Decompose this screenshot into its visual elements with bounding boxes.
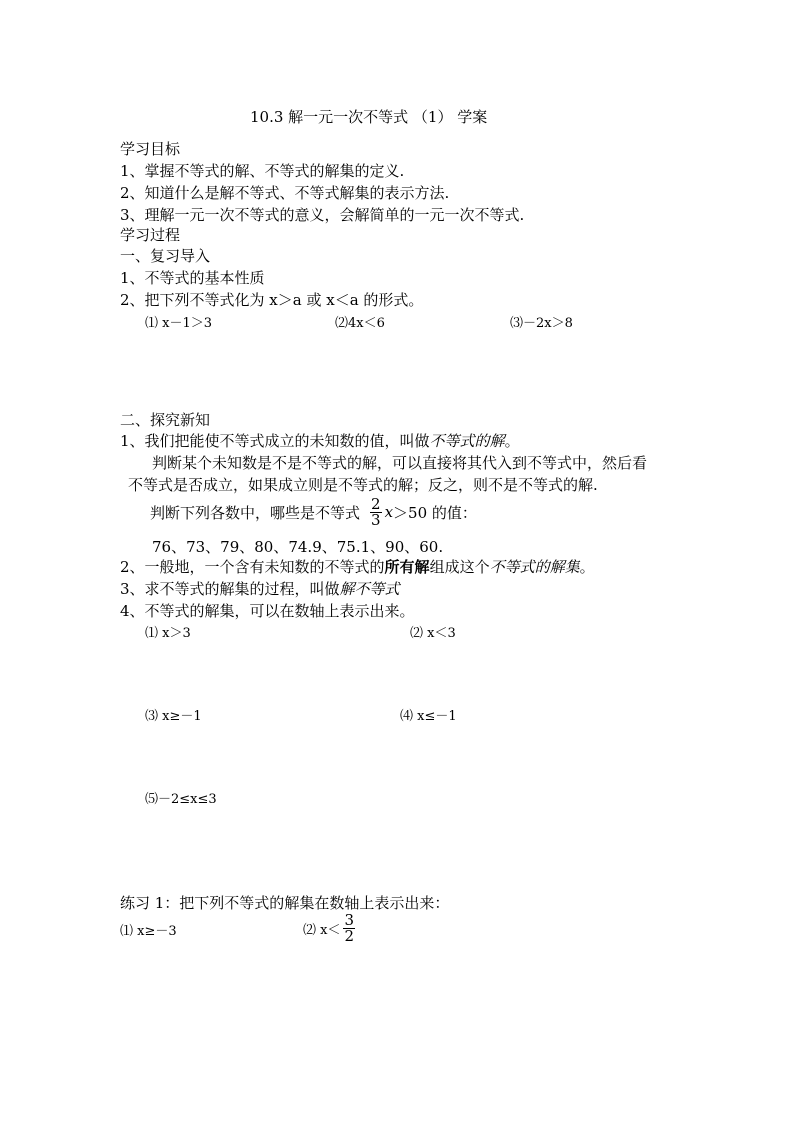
goals-heading: 学习目标 (120, 140, 181, 158)
review-exercise-3: ⑶－2x＞8 (510, 316, 573, 331)
judge-prefix: 判断下列各数中，哪些是不等式 (150, 503, 361, 522)
review-heading: 一、复习导入 (120, 247, 211, 265)
explore-item-1-suffix: 。 (504, 432, 520, 450)
goal-item-3: 3、理解一元一次不等式的意义，会解简单的一元一次不等式. (120, 206, 525, 224)
judge-fraction-denominator: 3 (371, 510, 381, 529)
practice-fraction (343, 910, 355, 945)
term-solution: 不等式的解 (429, 432, 505, 450)
judge-line (150, 492, 477, 532)
case-1: ⑴ x＞3 (145, 626, 191, 641)
candidate-numbers: 76、73、79、80、74.9、75.1、90、60. (152, 538, 444, 556)
review-exercise-1: ⑴ x－1＞3 (145, 316, 213, 331)
practice-heading: 练习 1：把下列不等式的解集在数轴上表示出来： (120, 894, 450, 912)
explore-item-2 (120, 556, 595, 577)
practice-fraction-denominator: 2 (344, 926, 355, 945)
explore-paragraph-line-2: 不等式是否成立，如果成立则是不等式的解；反之，则不是不等式的解. (128, 476, 598, 494)
practice-item-1: ⑴ x≥－3 (120, 924, 177, 939)
explore-item-2-mid: 组成这个 (429, 558, 490, 576)
practice-fraction-numerator: 3 (344, 910, 355, 929)
goal-item-2: 2、知道什么是解不等式、不等式解集的表示方法. (120, 184, 450, 202)
judge-fraction-numerator: 2 (371, 494, 381, 513)
explore-item-1-prefix: 1、我们把能使不等式成立的未知数的值，叫做 (120, 432, 430, 450)
explore-item-2-suffix: 。 (579, 558, 595, 576)
process-heading: 学习过程 (120, 226, 181, 244)
review-item-2: 2、把下列不等式化为 x＞a 或 x＜a 的形式。 (120, 291, 424, 309)
term-solution-set: 不等式的解集 (489, 558, 580, 576)
term-all-solutions: 所有解 (384, 558, 430, 576)
explore-heading: 二、探究新知 (120, 411, 211, 429)
judge-variable: x (384, 503, 394, 521)
case-2: ⑵ x＜3 (410, 626, 456, 641)
explore-item-3 (120, 578, 400, 599)
case-5: ⑸－2≤x≤3 (145, 792, 217, 807)
case-3: ⑶ x≥－1 (145, 709, 202, 724)
explore-item-2-prefix: 2、一般地，一个含有未知数的不等式的 (120, 558, 385, 576)
practice-item-2-prefix: ⑵ x＜ (303, 922, 341, 938)
explore-paragraph-line-1: 判断某个未知数是不是不等式的解，可以直接将其代入到不等式中，然后看 (152, 454, 648, 472)
goal-item-1: 1、掌握不等式的解、不等式的解集的定义. (120, 162, 405, 180)
review-exercise-2: ⑵4x＜6 (335, 316, 385, 331)
case-4: ⑷ x≤－1 (400, 709, 457, 724)
explore-item-4: 4、不等式的解集，可以在数轴上表示出来。 (120, 602, 415, 620)
explore-item-1 (120, 430, 520, 451)
judge-fraction (370, 494, 382, 529)
judge-suffix: ＞50 的值： (393, 503, 477, 522)
practice-item-2 (303, 908, 358, 948)
term-solving-inequality: 解不等式 (339, 580, 400, 598)
explore-item-3-prefix: 3、求不等式的解集的过程，叫做 (120, 580, 340, 598)
page-title: 10.3 解一元一次不等式 （1） 学案 (250, 108, 488, 126)
review-item-1: 1、不等式的基本性质 (120, 269, 265, 287)
